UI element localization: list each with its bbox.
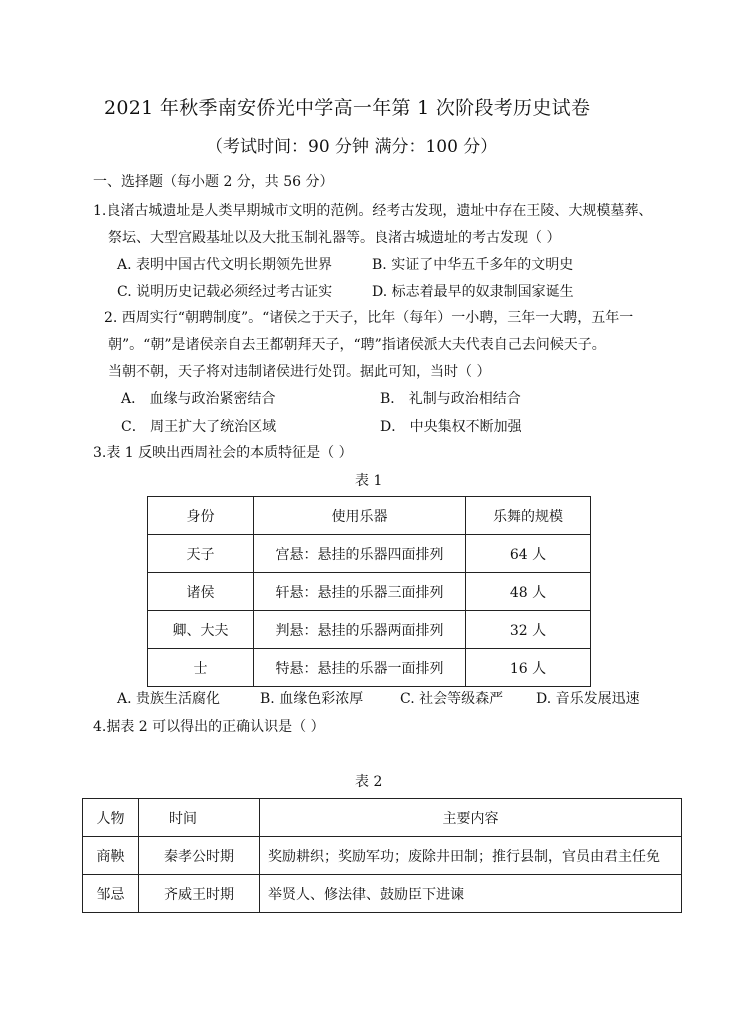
table-cell: 商鞅 [83, 837, 139, 875]
question-3-option-c: C. 社会等级森严 [400, 691, 504, 707]
table-header-cell: 乐舞的规模 [466, 497, 591, 535]
table-row [148, 649, 591, 687]
table-cell: 诸侯 [148, 573, 254, 611]
table-row [148, 497, 591, 535]
table-row [148, 535, 591, 573]
question-2-option-c: C． 周王扩大了统治区域 [121, 419, 277, 435]
exam-subtitle: （考试时间：90 分钟 满分：100 分） [206, 137, 498, 157]
table-cell: 天子 [148, 535, 254, 573]
section-heading: 一、选择题（每小题 2 分，共 56 分） [93, 174, 334, 190]
exam-title: 2021 年秋季南安侨光中学高一年第 1 次阶段考历史试卷 [104, 97, 591, 119]
table-cell: 卿、大夫 [148, 611, 254, 649]
question-1-option-b: B. 实证了中华五千多年的文明史 [372, 257, 574, 273]
table-row [83, 799, 682, 837]
question-1-option-c: C. 说明历史记载必须经过考古证实 [117, 284, 333, 300]
question-3-stem: 3.表 1 反映出西周社会的本质特征是（ ） [93, 445, 353, 461]
question-2-line-2: 朝”。“朝”是诸侯亲自去王都朝拜天子，“聘”指诸侯派大夫代表自己去问候天子。 [108, 337, 606, 353]
question-3-option-d: D. 音乐发展迅速 [536, 691, 640, 707]
table-cell: 32 人 [466, 611, 591, 649]
table-cell: 64 人 [466, 535, 591, 573]
table-cell: 奖励耕织；奖励军功；废除井田制；推行县制，官员由君主任免 [260, 837, 682, 875]
table-cell: 秦孝公时期 [139, 837, 260, 875]
table-header-cell: 时间 [139, 799, 260, 837]
question-2-line-3: 当朝不朝，天子将对违制诸侯进行处罚。据此可知，当时（ ） [108, 364, 491, 380]
table-2-caption: 表 2 [355, 774, 383, 790]
table-header-cell: 使用乐器 [254, 497, 466, 535]
question-1-line-2: 祭坛、大型宫殿基址以及大批玉制礼器等。良渚古城遗址的考古发现（ ） [108, 230, 561, 246]
question-1-option-a: A. 表明中国古代文明长期领先世界 [117, 257, 333, 273]
table-header-cell: 身份 [148, 497, 254, 535]
table-2 [82, 798, 682, 913]
question-2-line-1: 2. 西周实行“朝聘制度”。“诸侯之于天子，比年（每年）一小聘，三年一大聘，五年一 [104, 310, 634, 326]
table-header-cell: 人物 [83, 799, 139, 837]
table-1 [147, 496, 591, 687]
table-cell: 轩悬：悬挂的乐器三面排列 [254, 573, 466, 611]
table-cell: 宫悬：悬挂的乐器四面排列 [254, 535, 466, 573]
table-cell: 举贤人、修法律、鼓励臣下进谏 [260, 875, 682, 913]
question-2-option-a: A． 血缘与政治紧密结合 [121, 391, 276, 407]
table-cell: 判悬：悬挂的乐器两面排列 [254, 611, 466, 649]
question-2-option-b: B． 礼制与政治相结合 [380, 391, 521, 407]
table-cell: 士 [148, 649, 254, 687]
table-row [148, 611, 591, 649]
question-3-option-a: A. 贵族生活腐化 [117, 691, 221, 707]
question-1-line-1: 1.良渚古城遗址是人类早期城市文明的范例。经考古发现，遗址中存在王陵、大规模墓葬、 [93, 203, 653, 219]
table-cell: 16 人 [466, 649, 591, 687]
question-2-option-d: D． 中央集权不断加强 [380, 419, 522, 435]
table-row [83, 875, 682, 913]
table-cell: 邹忌 [83, 875, 139, 913]
table-cell: 特悬：悬挂的乐器一面排列 [254, 649, 466, 687]
question-3-option-b: B. 血缘色彩浓厚 [260, 691, 364, 707]
table-row [83, 837, 682, 875]
table-header-cell: 主要内容 [260, 799, 682, 837]
table-cell: 48 人 [466, 573, 591, 611]
table-cell: 齐威王时期 [139, 875, 260, 913]
question-1-option-d: D. 标志着最早的奴隶制国家诞生 [372, 284, 574, 300]
table-row [148, 573, 591, 611]
table-1-caption: 表 1 [355, 473, 383, 489]
question-4-stem: 4.据表 2 可以得出的正确认识是（ ） [93, 719, 325, 735]
